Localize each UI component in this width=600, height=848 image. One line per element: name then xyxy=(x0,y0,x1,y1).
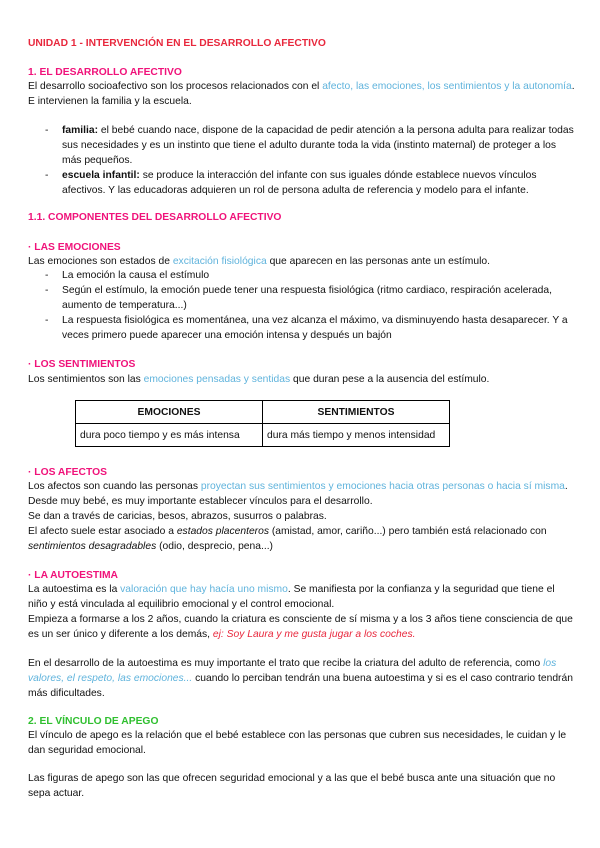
autoestima-example: ej: Soy Laura y me gusta jugar a los coches. xyxy=(212,629,416,640)
afectos-text-end: . Desde muy bebé, es muy importante establecer vínculos para el desarrollo. xyxy=(28,481,568,507)
sentimientos-text-end: que duran pese a la ausencia del estímulo. xyxy=(290,374,490,385)
section-1-title: 1. EL DESARROLLO AFECTIVO xyxy=(28,67,182,78)
emociones-highlight: excitación fisiológica xyxy=(172,256,267,267)
list-item: - Según el estímulo, la emoción puede tener una respuesta fisiológica (ritmo cardiaco, respiración acelerada, aumento de temperatura...) xyxy=(28,283,576,313)
autoestima-p2-text: Empieza a formarse a los 2 años, cuando la criatura es consciente de sí misma y a los 3 años tiene consciencia de que es un ser único y diferente a los demás, xyxy=(28,614,573,640)
autoestima-title: · LA AUTOESTIMA xyxy=(28,570,118,581)
afectos-p3-italic: sentimientos desagradables xyxy=(28,541,157,552)
section-2-p2: Las figuras de apego son las que ofrecen seguridad emocional y a las que el bebé busca ante una situación que no sepa actuar. xyxy=(28,773,556,799)
term-escuela: escuela infantil: xyxy=(62,170,140,181)
autoestima-p3-highlight: los valores, el respeto, las emociones... xyxy=(28,658,557,684)
intro-highlight: afecto, las emociones, los sentimientos y la autonomía xyxy=(322,81,572,92)
autoestima-highlight: valoración que hay hacía uno mismo xyxy=(120,584,288,595)
table-header-row xyxy=(76,401,450,424)
intro-text: El desarrollo socioafectivo son los procesos relacionados con el xyxy=(28,81,323,92)
afectos-text: Los afectos son cuando las personas xyxy=(28,481,201,492)
table-header: EMOCIONES xyxy=(76,401,263,424)
list-item-familia xyxy=(28,123,576,168)
section-1-intro xyxy=(28,79,576,109)
afectos-p2: Se dan a través de caricias, besos, abrazos, susurros o palabras. xyxy=(28,511,327,522)
intro-text-end: . E intervienen la familia y la escuela. xyxy=(28,81,575,107)
sentimientos-intro xyxy=(28,372,576,387)
autoestima-p3-text-end: cuando lo perciban tendrán una buena autoestima y si es el caso contrario tendrán más dificultades. xyxy=(28,673,573,699)
sentimientos-title: · LOS SENTIMIENTOS xyxy=(28,359,136,370)
emociones-text-end: que aparecen en las personas ante un estímulo. xyxy=(266,256,490,267)
autoestima-text: La autoestima es la xyxy=(28,584,121,595)
emociones-list xyxy=(28,268,576,343)
table-header: SENTIMIENTOS xyxy=(263,401,450,424)
comparison-table xyxy=(75,400,450,447)
autoestima-p3 xyxy=(28,656,576,701)
list-item-escuela xyxy=(28,168,576,198)
sentimientos-highlight: emociones pensadas y sentidas xyxy=(143,374,291,385)
autoestima-text-end: . Se manifiesta por la confianza y la seguridad que tiene el niño y está vinculada al equilibrio emocional y el control emocional. xyxy=(28,584,555,610)
section-1-list xyxy=(28,123,576,198)
term-familia: familia: xyxy=(62,125,99,136)
autoestima-p3-text: En el desarrollo de la autoestima es muy importante el trato que recibe la criatura del adulto de referencia, como xyxy=(28,658,544,669)
section-2-p1: El vínculo de apego es la relación que el bebé establece con las personas que cubren sus necesidades, le cuidan y le dan seguridad emocional. xyxy=(28,730,567,756)
afectos-p3-text: (odio, desprecio, pena...) xyxy=(156,541,273,552)
afectos-title: · LOS AFECTOS xyxy=(28,467,107,478)
afectos-p1 xyxy=(28,479,576,509)
unit-title: UNIDAD 1 - INTERVENCIÓN EN EL DESARROLLO AFECTIVO xyxy=(28,38,326,49)
table-cell: dura poco tiempo y es más intensa xyxy=(76,424,263,447)
emociones-intro xyxy=(28,254,576,269)
afectos-p3-italic: estados placenteros xyxy=(176,526,269,537)
section-2-title: 2. EL VÍNCULO DE APEGO xyxy=(28,716,159,727)
text-escuela: se produce la interacción del infante con sus iguales dónde establece nuevos vínculos afectivos. Y las educadoras adquieren un rol de persona adulta de referencia y modelo para el infante. xyxy=(62,170,537,196)
afectos-p3-text: (amistad, amor, cariño...) pero también está relacionado con xyxy=(269,526,547,537)
list-item: - La emoción la causa el estímulo xyxy=(28,268,576,283)
sentimientos-text: Los sentimientos son las xyxy=(28,374,144,385)
afectos-p3-text: El afecto suele estar asociado a xyxy=(28,526,177,537)
afectos-highlight: proyectan sus sentimientos y emociones hacia otras personas o hacia sí misma xyxy=(200,481,565,492)
table-row xyxy=(76,424,450,447)
text-familia: el bebé cuando nace, dispone de la capacidad de pedir atención a la persona adulta para realizar todas sus necesidades y es un instinto que tiene el adulto durante toda la vida (instinto maternal) de proteger a los más pequeños. xyxy=(62,125,574,166)
emociones-text: Las emociones son estados de xyxy=(28,256,173,267)
section-1-1-title: 1.1. COMPONENTES DEL DESARROLLO AFECTIVO xyxy=(28,212,282,223)
autoestima-p1 xyxy=(28,582,576,612)
emociones-title: · LAS EMOCIONES xyxy=(28,242,121,253)
afectos-p3 xyxy=(28,524,576,554)
autoestima-p2 xyxy=(28,612,576,642)
table-cell: dura más tiempo y menos intensidad xyxy=(263,424,450,447)
list-item: - La respuesta fisiológica es momentánea, una vez alcanza el máximo, va disminuyendo hasta desaparecer. Y a veces primero puede aparecer una emoción intensa y después un bajón xyxy=(28,313,576,343)
